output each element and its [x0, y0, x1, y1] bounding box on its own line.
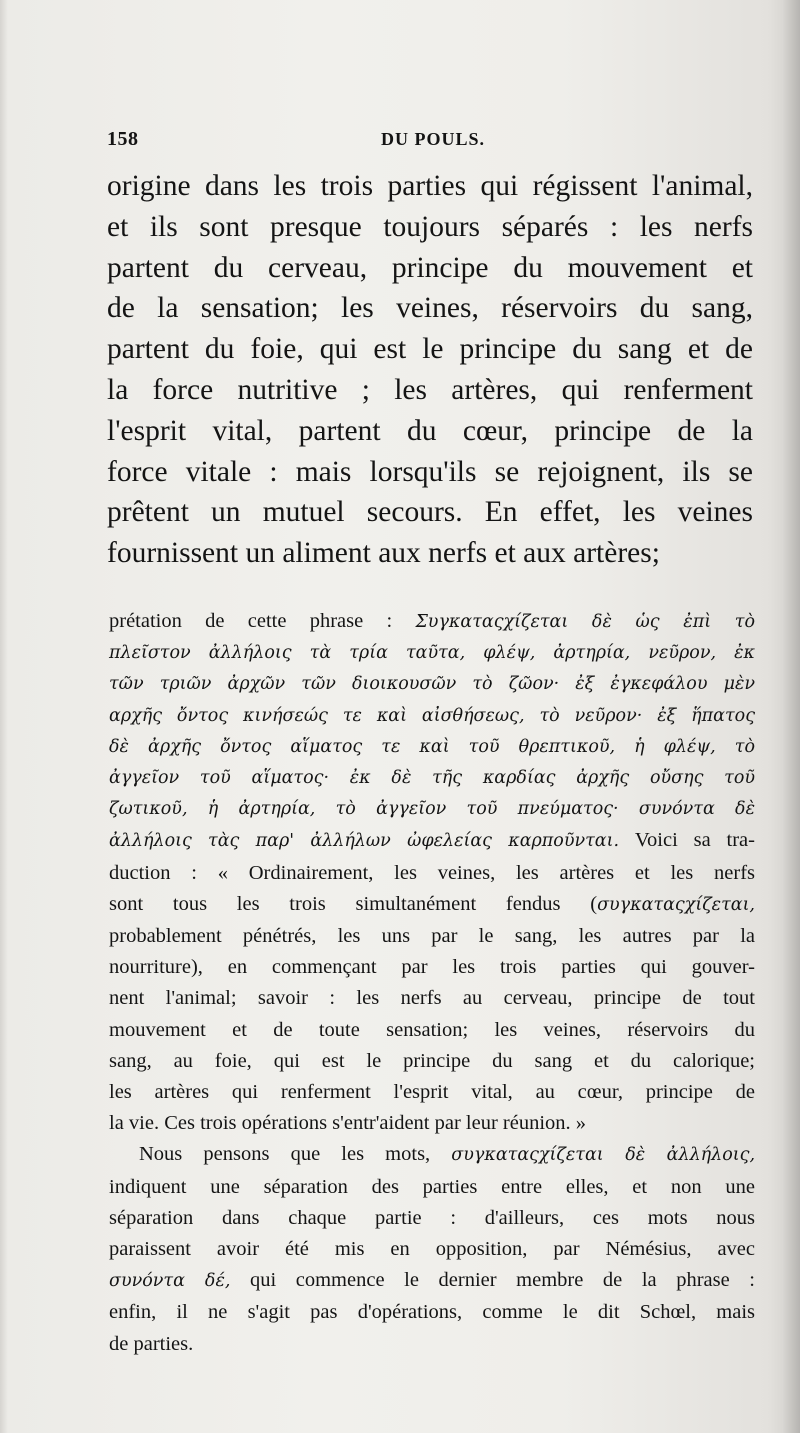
note-line: enfin, il ne s'agit pas d'opérations, comme le dit Schœl, mais [109, 1301, 755, 1324]
main-line: fournissent un aliment aux nerfs et aux artères; [107, 537, 660, 570]
note-line: mouvement et de toute sensation; les veines, réservoirs du [109, 1018, 755, 1041]
running-title: DU POULS. [381, 129, 486, 149]
note-line: nent l'animal; savoir : les nerfs au cerveau, principe de tout [109, 987, 755, 1010]
note-line: duction : « Ordinairement, les veines, les artères et les nerfs [109, 861, 755, 884]
footnote [109, 606, 755, 1360]
note-line-greek: αρχῆς ὄντος κινήσεώς τε καὶ αἰσθήσεως, τὸ νεῦρον· ἐξ ἥπατος [109, 705, 755, 726]
note-line-greek: τῶν τριῶν ἀρχῶν τῶν διοικουσῶν τὸ ζῶον· ἐξ ἐγκεφάλου μὲν [109, 674, 755, 695]
note-text: prétation de cette phrase : [109, 610, 416, 632]
note-line: la vie. Ces trois opérations s'entr'aident par leur réunion. » [109, 1112, 587, 1135]
main-line: de la sensation; les veines, réservoirs du sang, [107, 292, 753, 325]
note-line [109, 606, 755, 638]
note-text: sont tous les trois simultanément fendus ( [109, 892, 598, 915]
note-line: de parties. [109, 1332, 194, 1355]
main-line: force vitale : mais lorsqu'ils se rejoignent, ils se [107, 455, 753, 488]
main-line: l'esprit vital, partent du cœur, principe de la [107, 414, 753, 447]
note-line-greek: ζωτικοῦ, ἡ ἀρτηρία, τὸ ἀγγεῖον τοῦ πνεύματος· συνόντα δὲ [109, 799, 755, 820]
note-line [109, 825, 755, 857]
greek-quote: ἀλλήλοις τὰς παρ' ἀλλήλων ὠφελείας καρποῦνται. [109, 831, 620, 852]
main-line: et ils sont presque toujours séparés : les nerfs [107, 210, 753, 243]
note-line [109, 1139, 755, 1171]
note-text: qui commence le dernier membre de la phrase : [230, 1269, 755, 1292]
greek-quote: Συγκαταςχίζεται δὲ ὡς ἐπὶ τὸ [415, 612, 755, 632]
main-line: partent du cerveau, principe du mouvement et [107, 251, 753, 284]
note-line: probablement pénétrés, les uns par le sang, les autres par la [109, 925, 755, 948]
note-line-greek: δὲ ἀρχῆς ὄντος αἵματος τε καὶ τοῦ θρεπτικοῦ, ἡ φλέψ, τὸ [109, 736, 755, 757]
page-number: 158 [107, 128, 139, 150]
note-line-greek: ἀγγεῖον τοῦ αἵματος· ἐκ δὲ τῆς καρδίας ἀρχῆς οὔσης τοῦ [109, 768, 755, 789]
note-text: Voici sa tra- [619, 829, 755, 852]
note-line: nourriture), en commençant par les trois parties qui gouver- [109, 956, 755, 979]
page-edge-shadow [782, 0, 800, 1433]
greek-quote: συγκαταςχίζεται δὲ ἀλλήλοις, [451, 1145, 756, 1166]
main-line: la force nutritive ; les artères, qui renferment [107, 373, 753, 406]
main-line: prêtent un mutuel secours. En effet, les veines [107, 496, 753, 529]
main-line: origine dans les trois parties qui régissent l'animal, [107, 170, 753, 202]
note-line [109, 1265, 755, 1297]
main-text [107, 166, 753, 574]
note-line: sang, au foie, qui est le principe du sang et du calorique; [109, 1049, 755, 1072]
greek-quote: συγκαταςχίζεται, [597, 894, 755, 915]
note-line: les artères qui renferment l'esprit vital, au cœur, principe de [109, 1081, 755, 1104]
greek-quote: συνόντα δέ, [109, 1271, 231, 1292]
note-line-greek: πλεῖστον ἀλλήλοις τὰ τρία ταῦτα, φλέψ, ἀρτηρία, νεῦρον, ἐκ [109, 643, 755, 664]
main-line: partent du foie, qui est le principe du sang et de [107, 333, 753, 366]
note-line [109, 889, 755, 921]
running-header [0, 128, 800, 158]
note-line: séparation dans chaque partie : d'ailleurs, ces mots nous [109, 1206, 755, 1229]
note-text: Nous pensons que les mots, [139, 1143, 452, 1166]
note-line: paraissent avoir été mis en opposition, par Némésius, avec [109, 1238, 755, 1261]
note-line: indiquent une séparation des parties entre elles, et non une [109, 1175, 755, 1198]
